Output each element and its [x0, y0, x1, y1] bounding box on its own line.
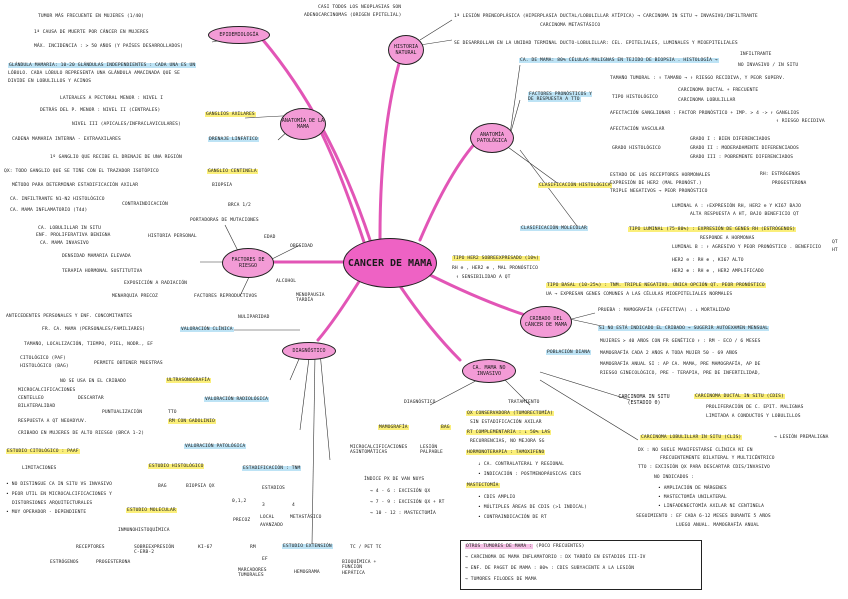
- dx-citologico-text: ESTUDIO CITOLÓGICO : PAAF: [7, 449, 79, 454]
- insitu-clis-2: DX : NO SUELE MANIFESTARSE CLÍNICA NI EN: [638, 448, 753, 453]
- insitu-clis-6: • AMPLIACIÓN DE MÁRGENES: [658, 486, 727, 491]
- scr-indicado: [598, 326, 769, 331]
- link-anatomia-mama: [320, 130, 365, 245]
- insitu-clis-5: NO INDICADOS :: [654, 475, 695, 480]
- dx-cribado-alto-riesgo: CRIBADO EN MUJERES DE ALTO RIESGO (BRCA 1-2): [18, 431, 145, 436]
- epi-line-1: TUMOR MÁS FRECUENTE EN MUJERES (1/40): [38, 14, 145, 19]
- otros-2: → ENF. DE PAGET DE MAMA : 80% : CDIS SUBYACENTE A LA LESIÓN: [465, 566, 635, 571]
- pat-clasif-histologica: [538, 183, 612, 188]
- pat-her2-1: RH ⊖ , HER2 ⊕ , MAL PRONÓSTICO: [452, 266, 538, 271]
- pat-responde-hormonas: RESPONDE A HORMONAS: [700, 236, 755, 241]
- dx-est-histologico: [148, 464, 204, 469]
- dx-avanzado: AVANZADO: [260, 523, 283, 528]
- inv-t2: [466, 430, 551, 435]
- node-no-invasivo[interactable]: [462, 359, 516, 383]
- insitu-clis-9: SEGUIMIENTO : EF CADA 6-12 MESES DURANTE 5 AÑOS: [636, 514, 771, 519]
- inv-t1: [466, 411, 554, 416]
- anat-nivel-1: LATERALES A PECTORAL MENOR : NIVEL I: [60, 96, 164, 101]
- insitu-clis-10: LUEGO ANUAL. MAMOGRAFÍA ANUAL: [676, 523, 760, 528]
- dx-estadios: ESTADIOS: [262, 486, 285, 491]
- dx-lim-1: • NO DISTINGUE CA IN SITU VS INVASIVO: [6, 482, 113, 487]
- pat-basal: [546, 283, 766, 288]
- anat-drenaje: [208, 137, 259, 142]
- inv-mamografia-text: MAMOGRAFÍA: [379, 425, 408, 430]
- dx-012: 0,1,2: [232, 499, 247, 504]
- pat-basal-text: TIPO BASAL (10-25%) : TNM. TRIPLE NEGATIVO. ÚNICA OPCIÓN QT. PEOR PRONÓSTICO: [547, 283, 765, 288]
- insitu-clis-4: TTO : EXCISIÓN QX PARA DESCARTAR CDIS/INVASIVO: [638, 465, 770, 470]
- inv-i2: → 7 - 9 : EXCISIÓN QX + RT: [370, 500, 445, 505]
- node-no-invasivo-label: CA. MAMA NO INVASIVO: [472, 365, 506, 377]
- scr-m1: MUJERES > 40 AÑOS CON FR GENÉTICO ↑ : RM - ECO / 6 MESES: [600, 339, 761, 344]
- insitu-clis-8: • LINFADENECTOMÍA AXILAR NI CENTINELA: [658, 504, 765, 509]
- hist-top-2: ADENOCARCINOMAS (ORIGEN EPITELIAL): [304, 13, 402, 18]
- fr-c3: CA. MAMA INVASIVO: [40, 241, 89, 246]
- scr-m3: MAMOGRAFÍA ANUAL SI : AP CA. MAMA, PRE MAMOGRAFÍA, AP DE: [600, 362, 761, 367]
- dx-estudio-extension-text: ESTUDIO EXTENSIÓN: [283, 544, 332, 549]
- dx-tc-pet: TC / PET TC: [350, 545, 382, 550]
- dx-micro: MICROCALCIFICACIONES: [18, 388, 76, 393]
- dx-lim-3: DISTORSIONES ARQUITECTURALES: [12, 501, 93, 506]
- dx-centelleo: CENTELLEO: [18, 396, 44, 401]
- central-topic-label: CANCER DE MAMA: [347, 257, 433, 269]
- anat-ganglio-centinela-text: GANGLIO CENTINELA: [208, 169, 257, 174]
- node-anatomia-patologica[interactable]: [470, 123, 514, 153]
- pat-clasif-molecular-text: CLASIFICACIÓN MOLECULAR: [521, 226, 587, 231]
- pat-her2-2: ↑ SENSIBILIDAD A QT: [456, 275, 511, 280]
- fr-c2: ENF. PROLIFERATIVA BENIGNA: [36, 233, 111, 238]
- pat-tamano: TAMAÑO TUMORAL : ↑ TAMAÑO → ↑ RIESGO RECIDIVA, Y PEOR SUPERV.: [610, 76, 785, 81]
- inv-t4a: • CDIS AMPLIO: [478, 495, 516, 500]
- dx-ef: EF: [262, 557, 268, 562]
- dx-no-cribado: NO SE USA EN EL CRIBADO: [60, 379, 126, 384]
- dx-ecografia: [166, 378, 211, 383]
- pat-tipo-2: CARCINOMA LOBULILLAR: [678, 98, 736, 103]
- dx-valoracion-radiologica-text: VALORACIÓN RADIOLÓGICA: [205, 397, 269, 402]
- anat-glandula-1: [8, 63, 196, 68]
- pat-grado-3: GRADO III : POBREMENTE DIFERENCIADOS: [690, 155, 794, 160]
- scr-m2: MAMOGRAFÍA CADA 2 AÑOS A TODA MUJER 50 - 69 AÑOS: [600, 351, 738, 356]
- otros-1: → CARCINOMA DE MAMA INFLAMATORIO : DX TARDÍO EN ESTADIOS III-IV: [465, 555, 646, 560]
- fr-reproductivos: FACTORES REPRODUCTIVOS: [194, 294, 258, 299]
- pat-afectacion: AFECTACIÓN GANGLIONAR : FACTOR PRONÓSTICO + IMP. > 4 -> ↑ GANGLIOS: [610, 111, 800, 116]
- dx-estadificacion: [242, 466, 301, 471]
- pat-clasif-molecular: [520, 226, 588, 231]
- pat-grado-2: GRADO II : MODERADAMENTE DIFERENCIADOS: [690, 146, 799, 151]
- pat-ht: HT: [832, 248, 838, 253]
- inv-t3b: ↓ CA. CONTRALATERAL Y REGIONAL: [478, 462, 564, 467]
- fr-densidad: DENSIDAD MAMARIA ELEVADA: [62, 254, 131, 259]
- anat-nivel-3: NIVEL III (APICALES/INFRACLAVICULARES): [72, 122, 181, 127]
- link-historia: [380, 60, 400, 238]
- insitu-clis: [640, 435, 742, 440]
- anat-contraindicacion: CONTRAINDICACIÓN: [122, 202, 168, 207]
- anat-centinela-2: QX: TODO GANGLIO QUE SE TIÑE CON EL TRAZADOR ISOTÓPICO: [4, 169, 159, 174]
- dx-biopsia-qx: BIOPSIA QX: [186, 484, 215, 489]
- dx-ecografia-text: ULTRASONOGRAFÍA: [167, 378, 210, 383]
- fr-radiacion: EXPOSICIÓN A RADIACIÓN: [124, 281, 188, 286]
- anat-glandula-2: LÓBULO. CADA LÓBULO REPRESENTA UNA GLÁNDULA AMACINADA QUE SE: [8, 71, 180, 76]
- inv-diagnostico: DIAGNÓSTICO: [404, 400, 436, 405]
- fr-menopausia: MENOPAUSIA TARDÍA: [296, 293, 325, 304]
- dx-bag-2: BAG: [158, 484, 167, 489]
- fr-c1: CA. LOBULILLAR IN SITU: [38, 226, 102, 231]
- dx-valoracion-clinica: [180, 327, 234, 332]
- dx-est-histologico-text: ESTUDIO HISTOLÓGICO: [149, 464, 204, 469]
- dx-sobreexpresion: SOBREEXPRESIÓN C-ERB-2: [134, 545, 175, 556]
- pat-rh-2: PROGESTERONA: [772, 181, 807, 186]
- dx-valoracion-radiologica: [204, 397, 269, 402]
- otros-subtitle: (POCO FRECUENTES): [535, 544, 585, 549]
- anat-nivel-2: DETRÁS DEL P. MENOR : NIVEL II (CENTRALES): [40, 108, 161, 113]
- inv-bag: [440, 425, 451, 430]
- node-epidemiologia[interactable]: [208, 26, 270, 44]
- dx-estadificacion-text: ESTADIFICACIÓN : TNM: [243, 466, 301, 471]
- dx-hemograma: HEMOGRAMA: [294, 570, 320, 575]
- dx-ant-1: ANTECEDENTES PERSONALES Y ENF. CONCOMITANTES: [6, 314, 133, 319]
- pat-estado-1: ESTADO DE LOS RECEPTORES HORMONALES: [610, 173, 711, 178]
- insitu-cdis-1: PROLIFERACIÓN DE C. EPIT. MALIGNAS: [706, 405, 804, 410]
- pat-luminal: [628, 227, 796, 232]
- node-diagnostico[interactable]: [282, 342, 336, 360]
- dx-local: LOCAL: [260, 515, 275, 520]
- pat-factores-text: FACTORES PRONÓSTICOS Y DE RESPUESTA A TTO: [528, 92, 593, 103]
- node-historia-label: HISTORIA NATURAL: [393, 44, 419, 56]
- hist-top-1: CASI TODOS LOS NEOPLASIAS SON: [318, 5, 402, 10]
- scr-m4: RIESGO GINECOLÓGICO, PRE - TERAPIA, PRE DE INFERTILIDAD,: [600, 371, 761, 376]
- link-invasivo: [400, 286, 460, 360]
- otros-title-row: [465, 544, 585, 549]
- anat-biopsia: BIOPSIA: [212, 183, 233, 188]
- node-in-situ-label: CARCINOMA IN SITU (ESTADIO 0): [618, 394, 670, 406]
- dx-respuesta-qt: RESPUESTA A QT NEOADYUV.: [18, 419, 87, 424]
- dx-paf: CITOLÓGICO (PAF): [20, 356, 66, 361]
- pat-factores: [528, 92, 600, 103]
- dx-valoracion-clinica-text: VALORACIÓN CLÍNICA: [181, 327, 233, 332]
- dx-precoz: PRECOZ: [233, 518, 251, 523]
- fr-menarquia: MENARQUIA PRECOZ: [112, 294, 158, 299]
- insitu-clis-text: CARCINOMA LOBULILLAR IN SITU (CLIS): [641, 435, 742, 440]
- dx-ki67: KI-67: [198, 545, 213, 550]
- anat-drenaje-text: DRENAJE LINFÁTICO: [209, 137, 258, 142]
- hist-right-2: SE DESARROLLAN EN LA UNIDAD TERMINAL DUCTO-LOBULILLAR: CEL. EPITELIALES, LUMINALES Y MIOEPITELIALES: [454, 41, 738, 46]
- pat-afectacion-2: ↑ RIESGO RECIDIVA: [776, 119, 825, 124]
- link-anatomia-pat: [420, 140, 478, 240]
- dx-descartar: DESCARTAR: [78, 396, 104, 401]
- dx-rm: RM: [250, 545, 256, 550]
- pat-qt: QT: [832, 240, 838, 245]
- pat-infiltrante: INFILTRANTE: [740, 52, 772, 57]
- fr-mutaciones: PORTADORAS DE MUTACIONES: [190, 218, 259, 223]
- dx-ant-3: TAMAÑO, LOCALIZACIÓN, TIEMPO, PIEL, NODR., EF: [24, 342, 153, 347]
- pat-clasif-histologica-text: CLASIFICACIÓN HISTOLÓGICA: [539, 183, 611, 188]
- node-diagnostico-label: DIAGNÓSTICO: [292, 348, 326, 354]
- pat-luminal-b: LUMINAL B : ↑ AGRESIVO Y PEOR PRONÓSTICO . BENEFICIO: [672, 245, 822, 250]
- pat-camama: [519, 58, 719, 63]
- dx-marcadores: MARCADORES TUMORALES: [238, 568, 267, 579]
- inv-t4b: • MÚLTIPLES ÁREAS DE CDIS (>1 INDICAL): [478, 505, 587, 510]
- dx-permite: PERMITE OBTENER MUESTRAS: [94, 361, 163, 366]
- inv-t2-text: RT COMPLEMENTARIA : ↓ 50% LAS: [467, 430, 551, 435]
- dx-4: 4: [292, 503, 295, 508]
- anat-centinela-4: CA. INFILTRANTE N1-N2 HISTOLÓGICO: [10, 197, 105, 202]
- scr-poblacion: [546, 350, 591, 355]
- inv-t1-text: QX CONSERVADORA (TUMORECTOMÍA): [467, 411, 553, 416]
- dx-estudio-extension: [282, 544, 333, 549]
- pat-rh-1: RH: ESTRÓGENOS: [760, 172, 801, 177]
- pat-basal-2: UA → EXPRESAN GENES COMUNES A LAS CÉLULAS MIOEPITELIALES NORMALES: [546, 292, 733, 297]
- dx-puntualizacion: PUNTUALIZACIÓN: [102, 410, 143, 415]
- dx-3: 3: [262, 503, 265, 508]
- anat-ganglios-axilares-text: GANGLIOS AXILARES: [206, 112, 255, 117]
- pat-luminal-b-1: HER2 ⊖ : RH ⊕ , KI67 ALTO: [672, 258, 744, 263]
- pat-tipo: TIPO HISTOLÓGICO: [612, 95, 658, 100]
- inv-t4: [466, 483, 500, 488]
- anat-ganglios-axilares: [205, 112, 256, 117]
- inv-micro: MICROCALCIFICACIONES ASINTOMÁTICAS: [350, 445, 408, 456]
- insitu-clis-3: FRECUENTEMENTE BILATERAL Y MULTICÉNTRICO: [660, 456, 775, 461]
- dx-ant-2: FR. CA. MAMA (PERSONALES/FAMILIARES): [42, 327, 146, 332]
- anat-glandula-3: DIVIDE EN LOBULILLOS Y ACINOS: [8, 79, 92, 84]
- otros-tumores-box: [460, 540, 702, 590]
- fr-terapia: TERAPIA HORMONAL SUSTITUTIVA: [62, 269, 143, 274]
- link-cribado: [430, 275, 525, 315]
- dx-inmuno: INMUNOHISTOQUÍMICA: [118, 528, 170, 533]
- pat-luminal-b-2: HER2 ⊕ : RH ⊕ , HER2 AMPLIFICADO: [672, 269, 764, 274]
- inv-mamografia: [378, 425, 409, 430]
- dx-lim-4: • MUY OPERADOR - DEPENDIENTE: [6, 510, 87, 515]
- pat-estado-3: TRIPLE NEGATIVOS → PEOR PRONÓSTICO: [610, 189, 708, 194]
- hist-right-1b: CARCINOMA METASTÁSICO: [540, 23, 601, 28]
- node-cribado[interactable]: [520, 306, 572, 338]
- dx-est-molecular: [126, 508, 177, 513]
- pat-no-invasivo: NO INVASIVO / IN SITU: [738, 63, 799, 68]
- scr-poblacion-text: POBLACIÓN DIANA: [547, 350, 590, 355]
- dx-rm-gadolinio-text: RM CON GADOLINIO: [169, 419, 215, 424]
- otros-3: → TUMORES FILODES DE MAMA: [465, 577, 537, 582]
- node-in-situ[interactable]: [615, 388, 673, 412]
- pat-grado: GRADO HISTOLÓGICO: [612, 146, 661, 151]
- node-anatomia-mama[interactable]: [280, 108, 326, 140]
- insitu-clis-7: • MASTECTOMÍA UNILATERAL: [658, 495, 727, 500]
- hist-right-1: 1ª LESIÓN PRENEOPLÁSICA (HIPERPLASIA DUCTAL/LOBULILLAR ATÍPICA) → CARCINOMA IN SITU → INVASIVO/INFILTRANTE: [454, 14, 758, 19]
- pat-her2-text: TIPO HER2 SOBREEXPRESADO (10%): [453, 256, 539, 261]
- dx-metastasico: METASTÁSICO: [290, 515, 322, 520]
- link-diagnostico: [318, 280, 360, 340]
- anat-cadena: CADENA MAMARIA INTERNA - EXTRAAXILARES: [12, 137, 121, 142]
- inv-t1b: SIN ESTADIFICACIÓN AXILAR: [470, 420, 542, 425]
- dx-bioquimica: BIOQUÍMICA + FUNCIÓN HEPÁTICA: [342, 560, 377, 576]
- pat-tipo-1: CARCINOMA DUCTAL + FRECUENTE: [678, 88, 759, 93]
- pat-luminal-a-2: ALTA RESPUESTA A HT, BAJO BENEFICIO QT: [690, 212, 799, 217]
- node-factores-riesgo-label: FACTORES DE RIESGO: [231, 257, 265, 269]
- pat-estado-2: EXPRESIÓN DE HER2 (MAL PRONÓST.): [610, 181, 702, 186]
- inv-bag-text: BAG: [441, 425, 450, 430]
- anat-glandula-1-text: GLÁNDULA MAMARIA: 10-20 GLÁNDULAS INDEPENDIENTES : CADA UNA ES UN: [9, 63, 196, 68]
- central-topic[interactable]: [343, 238, 437, 288]
- pat-vascular: AFECTACIÓN VASCULAR: [610, 127, 665, 132]
- dx-bilateral: BILATERALIDAD: [18, 404, 56, 409]
- dx-bag: HISTOLÓGICO (BAG): [20, 364, 69, 369]
- node-historia[interactable]: [388, 35, 424, 65]
- fr-edad: EDAD: [264, 235, 276, 240]
- epi-line-2: 1ª CAUSA DE MUERTE POR CÁNCER EN MUJERES: [34, 30, 149, 35]
- otros-title: OTROS TUMORES DE MAMA :: [466, 544, 532, 549]
- epi-line-3: MÁX. INCIDENCIA : > 50 AÑOS (Y PAÍSES DESARROLLADOS): [34, 44, 184, 49]
- inv-t4-text: MASTECTOMÍA: [467, 483, 499, 488]
- anat-ganglio-centinela: [207, 169, 258, 174]
- inv-t3: [466, 450, 545, 455]
- inv-i1: → 4 - 6 : EXCISIÓN QX: [370, 489, 431, 494]
- anat-centinela-1: 1º GANGLIO QUE RECIBE EL DRENAJE DE UNA REGIÓN: [50, 155, 182, 160]
- pat-her2: [452, 256, 540, 261]
- dx-lim-2: • PEOR UTIL EN MICROCALCIFICACIONES Y: [6, 492, 113, 497]
- insitu-clis-1: → LESIÓN PREMALIGNA: [774, 435, 829, 440]
- scr-indicado-text: SI NO ESTÁ INDICADO EL CRIBADO → SUGERIR AUTOEXAMEN MENSUAL: [599, 326, 769, 331]
- inv-i3: → 10 - 12 : MASTECTOMÍA: [370, 511, 436, 516]
- inv-t4c: • CONTRAINDICACIÓN DE RT: [478, 515, 547, 520]
- node-cribado-label: CRIBADO DEL CÁNCER DE MAMA: [524, 316, 568, 328]
- dx-valoracion-patologica-text: VALORACIÓN PATOLÓGICA: [185, 444, 246, 449]
- dx-progesterona: PROGESTERONA: [96, 560, 131, 565]
- scr-prueba: PRUEBA : MAMOGRAFÍA (↑EFECTIVA) . ↓ MORTALIDAD: [598, 308, 730, 313]
- dx-rm-gadolinio: [168, 419, 216, 424]
- inv-tratamiento: TRATAMIENTO: [508, 400, 540, 405]
- dx-tto: TTO: [168, 410, 177, 415]
- pat-luminal-text: TIPO LUMINAL (75-80%) : EXPRESIÓN DE GENES RH (ESTRÓGENOS): [629, 227, 796, 232]
- fr-alcohol: ALCOHOL: [276, 279, 297, 284]
- inv-t3c: • INDICACIÓN : POSTMENOPÁUSICAS CDIS: [478, 472, 582, 477]
- dx-citologico: [6, 449, 80, 454]
- pat-camama-text: CA. DE MAMA: 80% CÉLULAS MALIGNAS EN TEJIDO DE BIOPSIA . HISTOLOGÍA →: [520, 58, 718, 63]
- anat-centinela-5: CA. MAMA INFLAMATORIO (T4d): [10, 208, 88, 213]
- node-anatomia-patologica-label: ANATOMÍA PATOLÓGICA: [476, 132, 508, 144]
- dx-valoracion-patologica: [184, 444, 246, 449]
- insitu-cdis: [694, 394, 785, 399]
- anat-centinela-3: MÉTODO PARA DETERMINAR ESTADIFICACIÓN AXILAR: [12, 183, 139, 188]
- fr-obesidad: OBESIDAD: [290, 244, 313, 249]
- inv-indice: ÍNDICE PX DE VAN NUYS: [364, 477, 425, 482]
- insitu-cdis-2: LIMITADA A CONDUCTOS Y LOBULILLOS: [706, 414, 801, 419]
- node-factores-riesgo[interactable]: [222, 248, 274, 278]
- fr-nuliparidad: NULIPARIDAD: [238, 315, 270, 320]
- pat-luminal-a: LUMINAL A : ↑EXPRESIÓN RH, HER2 ⊖ Y KI67 BAJO: [672, 204, 801, 209]
- insitu-cdis-text: CARCINOMA DUCTAL IN SITU (CDIS): [695, 394, 784, 399]
- dx-estrogenos: ESTRÓGENOS: [50, 560, 79, 565]
- dx-est-molecular-text: ESTUDIO MOLECULAR: [127, 508, 176, 513]
- inv-t2b: RECURRENCIAS, NO MEJORA SG: [470, 439, 545, 444]
- inv-lesion: LESIÓN PALPABLE: [420, 445, 443, 456]
- node-anatomia-mama-label: ANATOMÍA DE LA MAMA: [281, 118, 325, 130]
- dx-limitaciones: LIMITACIONES: [22, 466, 57, 471]
- dx-receptores: RECEPTORES: [76, 545, 105, 550]
- inv-t3-text: HORMONOTERAPIA : TAMOXIFENO: [467, 450, 545, 455]
- node-epidemiologia-label: EPIDEMIOLOGÍA: [219, 32, 259, 38]
- fr-historia-personal: HISTORIA PERSONAL: [148, 234, 197, 239]
- fr-brca: BRCA 1/2: [228, 203, 251, 208]
- pat-grado-1: GRADO I : BIEN DIFERENCIADOS: [690, 137, 771, 142]
